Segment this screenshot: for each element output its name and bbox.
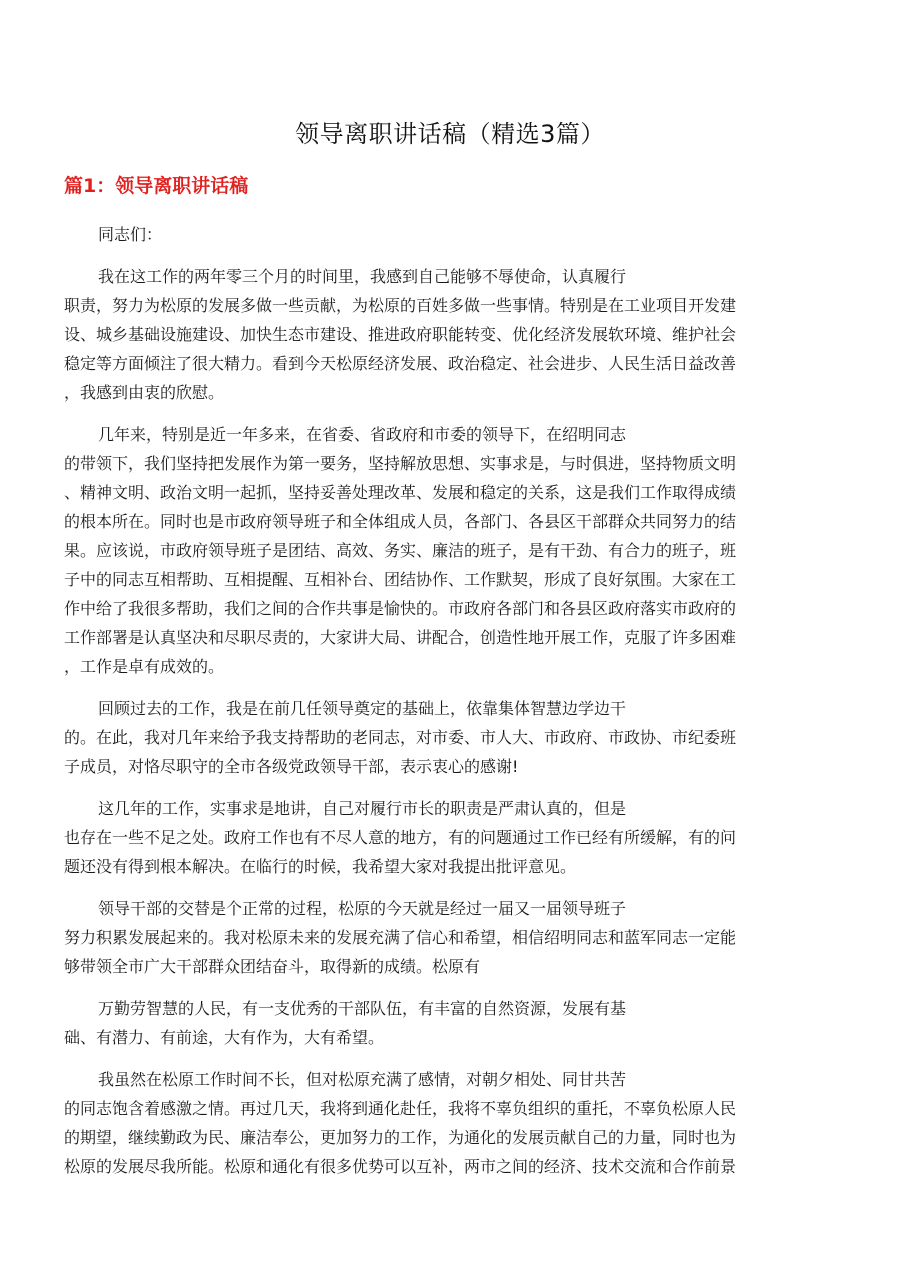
paragraph-line: 稳定等方面倾注了很大精力。看到今天松原经济发展、政治稳定、社会进步、人民生活日益改善 (64, 354, 737, 373)
document-body (64, 220, 836, 1194)
paragraph (64, 994, 836, 1052)
paragraph-first-line: 回顾过去的工作，我是在前几任领导奠定的基础上，依靠集体智慧边学边干 (98, 699, 627, 718)
paragraph-first-line: 领导干部的交替是个正常的过程，松原的今天就是经过一届又一届领导班子 (98, 899, 627, 918)
paragraph-line: 、精神文明、政治文明一起抓，坚持妥善处理改革、发展和稳定的关系，这是我们工作取得成绩 (64, 483, 737, 502)
paragraph-first-line: 这几年的工作，实事求是地讲，自己对履行市长的职责是严肃认真的，但是 (98, 799, 627, 818)
paragraph-line: 的同志饱含着感激之情。再过几天，我将到通化赴任，我将不辜负组织的重托，不辜负松原人民 (64, 1099, 737, 1118)
paragraph-line: ，工作是卓有成效的。 (64, 657, 225, 676)
paragraph-line: 也存在一些不足之处。政府工作也有不尽人意的地方，有的问题通过工作已经有所缓解，有的问 (64, 828, 737, 847)
section-heading: 篇1：领导离职讲话稿 (64, 175, 249, 197)
paragraph-first-line: 几年来，特别是近一年多来，在省委、省政府和市委的领导下，在绍明同志 (98, 425, 627, 444)
paragraph-line: 果。应该说，市政府领导班子是团结、高效、务实、廉洁的班子，是有干劲、有合力的班子，班 (64, 541, 737, 560)
paragraph-line: ，我感到由衷的欣慰。 (64, 383, 225, 402)
paragraph-list (64, 262, 836, 1181)
paragraph-first-line: 我虽然在松原工作时间不长，但对松原充满了感情，对朝夕相处、同甘共苦 (98, 1070, 627, 1089)
paragraph-line: 松原的发展尽我所能。松原和通化有很多优势可以互补，两市之间的经济、技术交流和合作前景 (64, 1157, 737, 1176)
paragraph-line: 子中的同志互相帮助、互相提醒、互相补台、团结协作、工作默契，形成了良好氛围。大家在工 (64, 570, 737, 589)
paragraph-line: 的根本所在。同时也是市政府领导班子和全体组成人员，各部门、各县区干部群众共同努力的结 (64, 512, 737, 531)
paragraph (64, 420, 836, 681)
paragraph-body (64, 723, 836, 781)
paragraph-line: 的带领下，我们坚持把发展作为第一要务，坚持解放思想、实事求是，与时俱进，坚持物质文明 (64, 454, 737, 473)
paragraph-body (64, 923, 836, 981)
paragraph-body (64, 1023, 836, 1052)
paragraph-line: 子成员，对恪尽职守的全市各级党政领导干部，表示衷心的感谢! (64, 757, 519, 776)
paragraph-line: 的。在此，我对几年来给予我支持帮助的老同志，对市委、市人大、市政府、市政协、市纪委班 (64, 728, 737, 747)
paragraph (64, 694, 836, 781)
paragraph-first-line: 万勤劳智慧的人民，有一支优秀的干部队伍，有丰富的自然资源，发展有基 (98, 999, 627, 1018)
paragraph-line: 题还没有得到根本解决。在临行的时候，我希望大家对我提出批评意见。 (64, 857, 577, 876)
paragraph-body (64, 449, 836, 681)
paragraph-body (64, 291, 836, 407)
paragraph-line: 作中给了我很多帮助，我们之间的合作共事是愉快的。市政府各部门和各县区政府落实市政府的 (64, 599, 737, 618)
paragraph-body (64, 823, 836, 881)
paragraph-body (64, 1094, 836, 1181)
paragraph-line: 础、有潜力、有前途，大有作为，大有希望。 (64, 1028, 385, 1047)
paragraph-line: 努力积累发展起来的。我对松原未来的发展充满了信心和希望，相信绍明同志和蓝军同志一定能 (64, 928, 737, 947)
paragraph-line: 的期望，继续勤政为民、廉洁奉公，更加努力的工作，为通化的发展贡献自己的力量，同时也为 (64, 1128, 737, 1147)
paragraph-line: 工作部署是认真坚决和尽职尽责的，大家讲大局、讲配合，创造性地开展工作，克服了许多困难 (64, 628, 737, 647)
document-title: 领导离职讲话稿（精选3篇） (295, 120, 605, 148)
paragraph-first-line: 我在这工作的两年零三个月的时间里，我感到自己能够不辱使命，认真履行 (98, 267, 627, 286)
paragraph (64, 794, 836, 881)
paragraph-line: 职责，努力为松原的发展多做一些贡献，为松原的百姓多做一些事情。特别是在工业项目开发建 (64, 296, 737, 315)
salutation: 同志们： (98, 225, 163, 244)
paragraph-line: 够带领全市广大干部群众团结奋斗，取得新的成绩。松原有 (64, 957, 481, 976)
paragraph (64, 894, 836, 981)
paragraph (64, 262, 836, 407)
paragraph (64, 1065, 836, 1181)
paragraph-line: 设、城乡基础设施建设、加快生态市建设、推进政府职能转变、优化经济发展软环境、维护社会 (64, 325, 737, 344)
